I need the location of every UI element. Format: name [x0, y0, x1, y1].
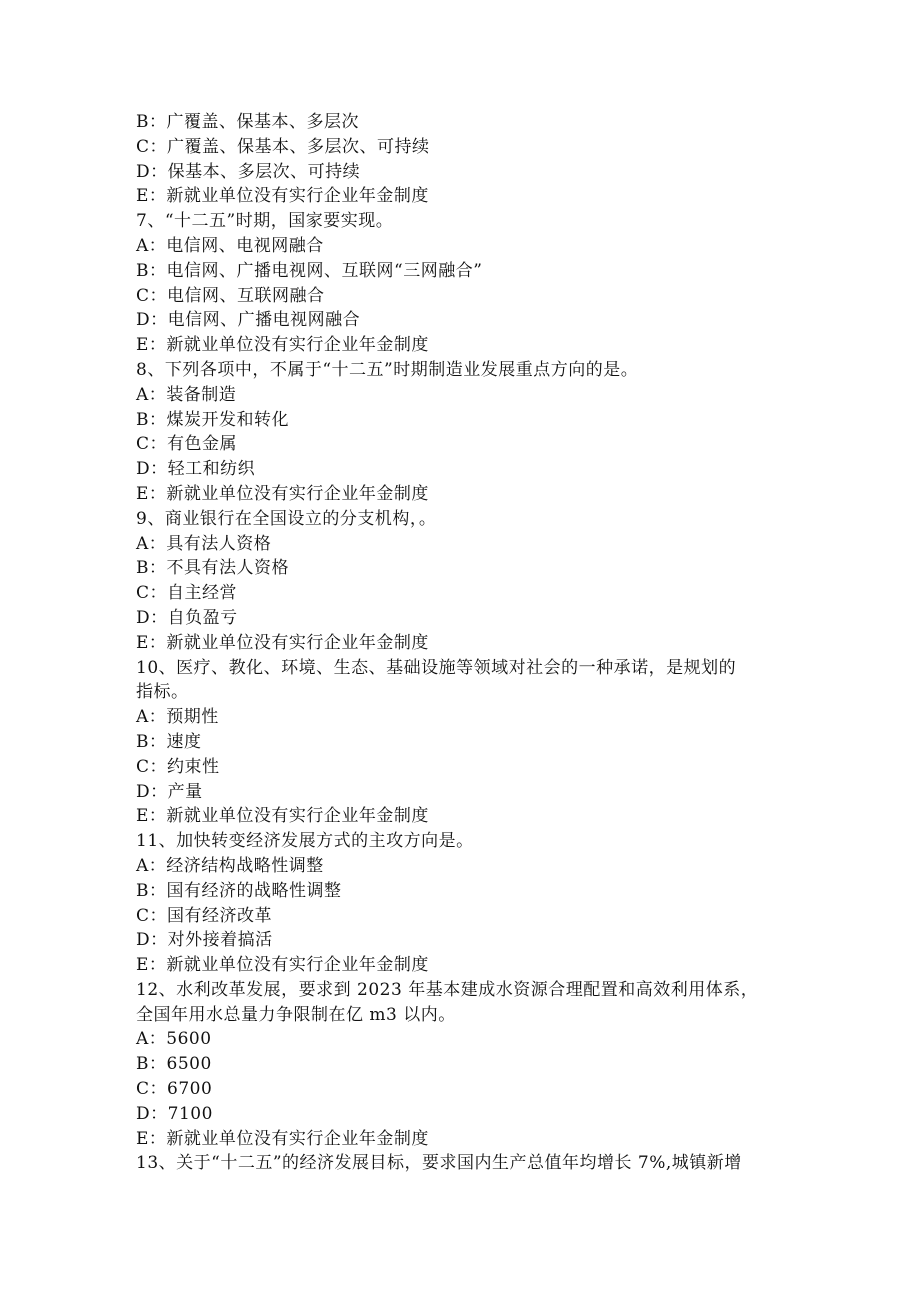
option-b — [136, 556, 786, 581]
option-label: A — [136, 235, 149, 256]
question-8-line: 8、下列各项中，不属于“十二五”时期制造业发展重点方向的是。 — [136, 359, 639, 380]
option-a — [136, 532, 786, 557]
option-text: 新就业单位没有实行企业年金制度 — [166, 335, 429, 356]
option-e — [136, 184, 786, 209]
question-12-line: 全国年用水总量力争限制在亿 m3 以内。 — [136, 1004, 456, 1025]
option-b — [136, 408, 786, 433]
option-separator: ： — [148, 1029, 167, 1050]
option-d — [136, 928, 786, 953]
option-text: 不具有法人资格 — [166, 558, 289, 579]
option-e — [136, 953, 786, 978]
option-label: C — [136, 285, 150, 306]
document-content — [136, 110, 786, 1176]
option-separator: ： — [148, 235, 167, 256]
option-label: E — [136, 483, 149, 504]
option-d — [136, 780, 786, 805]
option-separator: ： — [150, 161, 168, 182]
option-separator: ： — [150, 459, 168, 480]
option-label: C — [136, 756, 150, 777]
option-separator: ： — [149, 880, 167, 901]
option-separator: ： — [148, 1128, 167, 1149]
option-label: B — [136, 409, 149, 430]
option-separator: ： — [149, 260, 167, 281]
option-d — [136, 160, 786, 185]
option-separator: ： — [150, 607, 168, 628]
option-text: 产量 — [167, 781, 203, 802]
option-label: A — [136, 384, 149, 405]
option-separator: ： — [150, 781, 168, 802]
option-separator: ： — [148, 707, 167, 728]
option-c — [136, 135, 786, 160]
option-separator: ： — [148, 806, 167, 827]
option-label: D — [136, 459, 151, 480]
option-separator: ： — [148, 186, 167, 207]
option-separator: ： — [148, 632, 167, 653]
option-separator: ： — [148, 384, 167, 405]
option-text: 国有经济的战略性调整 — [166, 880, 342, 901]
option-label: D — [136, 930, 151, 951]
option-text: 电信网、广播电视网融合 — [167, 310, 361, 331]
option-text: 新就业单位没有实行企业年金制度 — [166, 1128, 429, 1149]
question-10-line: 10、医疗、教化、环境、生态、基础设施等领域对社会的一种承诺，是规划的 — [136, 657, 737, 678]
option-e — [136, 631, 786, 656]
option-a — [136, 705, 786, 730]
option-text: 电信网、广播电视网、互联网“三网融合” — [166, 260, 483, 281]
option-a — [136, 234, 786, 259]
option-text: 预期性 — [166, 707, 219, 728]
option-text: 电信网、互联网融合 — [167, 285, 325, 306]
option-e — [136, 482, 786, 507]
option-b — [136, 110, 786, 135]
option-e — [136, 804, 786, 829]
option-c — [136, 1077, 786, 1102]
option-separator: ： — [148, 955, 167, 976]
option-text: 新就业单位没有实行企业年金制度 — [166, 483, 429, 504]
option-text: 装备制造 — [166, 384, 237, 405]
option-separator: ： — [149, 756, 168, 777]
option-label: B — [136, 880, 149, 901]
question-13-line: 13、关于“十二五”的经济发展目标，要求国内生产总值年均增长 7%,城镇新增 — [136, 1153, 742, 1174]
option-text: 保基本、多层次、可持续 — [167, 161, 361, 182]
option-text: 国有经济改革 — [167, 905, 273, 926]
option-text: 5600 — [166, 1029, 212, 1050]
option-text: 煤炭开发和转化 — [166, 409, 289, 430]
option-c — [136, 755, 786, 780]
option-separator: ： — [149, 905, 168, 926]
option-label: E — [136, 632, 149, 653]
option-text: 6500 — [166, 1054, 212, 1075]
option-text: 新就业单位没有实行企业年金制度 — [166, 806, 429, 827]
option-label: D — [136, 607, 151, 628]
option-a — [136, 854, 786, 879]
option-b — [136, 730, 786, 755]
option-text: 约束性 — [167, 756, 220, 777]
option-e — [136, 333, 786, 358]
option-label: E — [136, 955, 149, 976]
option-label: A — [136, 707, 149, 728]
option-separator: ： — [149, 409, 167, 430]
option-text: 新就业单位没有实行企业年金制度 — [166, 955, 429, 976]
option-text: 新就业单位没有实行企业年金制度 — [166, 632, 429, 653]
option-label: C — [136, 434, 150, 455]
option-label: C — [136, 136, 150, 157]
option-text: 轻工和纺织 — [167, 459, 256, 480]
option-text: 经济结构战略性调整 — [166, 855, 324, 876]
option-text: 6700 — [167, 1079, 213, 1100]
option-c — [136, 904, 786, 929]
option-text: 速度 — [166, 731, 202, 752]
option-separator: ： — [150, 1103, 168, 1124]
option-text: 自主经営 — [167, 583, 238, 604]
option-separator: ： — [149, 285, 168, 306]
option-separator: ： — [149, 112, 167, 132]
option-label: C — [136, 583, 150, 604]
option-label: E — [136, 806, 149, 827]
option-text: 具有法人资格 — [166, 533, 272, 554]
option-label: A — [136, 533, 149, 554]
option-a — [136, 383, 786, 408]
option-label: B — [136, 112, 149, 132]
option-d — [136, 308, 786, 333]
option-c — [136, 581, 786, 606]
option-a — [136, 1027, 786, 1052]
option-label: A — [136, 1029, 149, 1050]
option-text: 对外接着搞活 — [167, 930, 273, 951]
option-d — [136, 1102, 786, 1127]
option-label: B — [136, 260, 149, 281]
option-separator: ： — [149, 558, 167, 579]
option-separator: ： — [149, 1054, 167, 1075]
option-label: C — [136, 905, 150, 926]
option-c — [136, 284, 786, 309]
option-text: 7100 — [167, 1103, 213, 1124]
option-label: E — [136, 186, 149, 207]
option-text: 自负盈亏 — [167, 607, 238, 628]
option-label: D — [136, 310, 151, 331]
option-separator: ： — [150, 930, 168, 951]
option-label: B — [136, 1054, 149, 1075]
option-text: 广覆盖、保基本、多层次、可持续 — [167, 136, 430, 157]
option-text: 新就业单位没有实行企业年金制度 — [166, 186, 429, 207]
question-9-line: 9、商业银行在全国设立的分支机构，。 — [136, 508, 437, 529]
question-10-line: 指标。 — [136, 682, 189, 703]
option-d — [136, 606, 786, 631]
option-label: E — [136, 335, 149, 356]
option-b — [136, 879, 786, 904]
option-e — [136, 1127, 786, 1152]
option-text: 广覆盖、保基本、多层次 — [166, 112, 359, 132]
option-b — [136, 1052, 786, 1077]
option-label: C — [136, 1079, 150, 1100]
option-d — [136, 457, 786, 482]
question-7-line: 7、“十二五”时期，国家要实现。 — [136, 211, 394, 232]
option-c — [136, 432, 786, 457]
option-separator: ： — [149, 583, 168, 604]
option-text: 有色金属 — [167, 434, 238, 455]
option-b — [136, 259, 786, 284]
option-separator: ： — [149, 136, 168, 157]
option-separator: ： — [148, 483, 167, 504]
option-label: A — [136, 855, 149, 876]
option-separator: ： — [148, 533, 167, 554]
option-label: B — [136, 731, 149, 752]
option-label: D — [136, 1103, 151, 1124]
option-separator: ： — [149, 1079, 168, 1100]
question-12-line: 12、水利改革发展，要求到 2023 年基本建成水资源合理配置和高效利用体系， — [136, 979, 759, 1000]
option-label: D — [136, 161, 151, 182]
option-text: 电信网、电视网融合 — [166, 235, 324, 256]
question-11-line: 11、加快转变经济发展方式的主攻方向是。 — [136, 831, 474, 852]
option-separator: ： — [149, 731, 167, 752]
option-label: D — [136, 781, 151, 802]
option-separator: ： — [148, 335, 167, 356]
option-label: B — [136, 558, 149, 579]
option-separator: ： — [148, 855, 167, 876]
option-separator: ： — [150, 310, 168, 331]
option-label: E — [136, 1128, 149, 1149]
option-separator: ： — [149, 434, 168, 455]
